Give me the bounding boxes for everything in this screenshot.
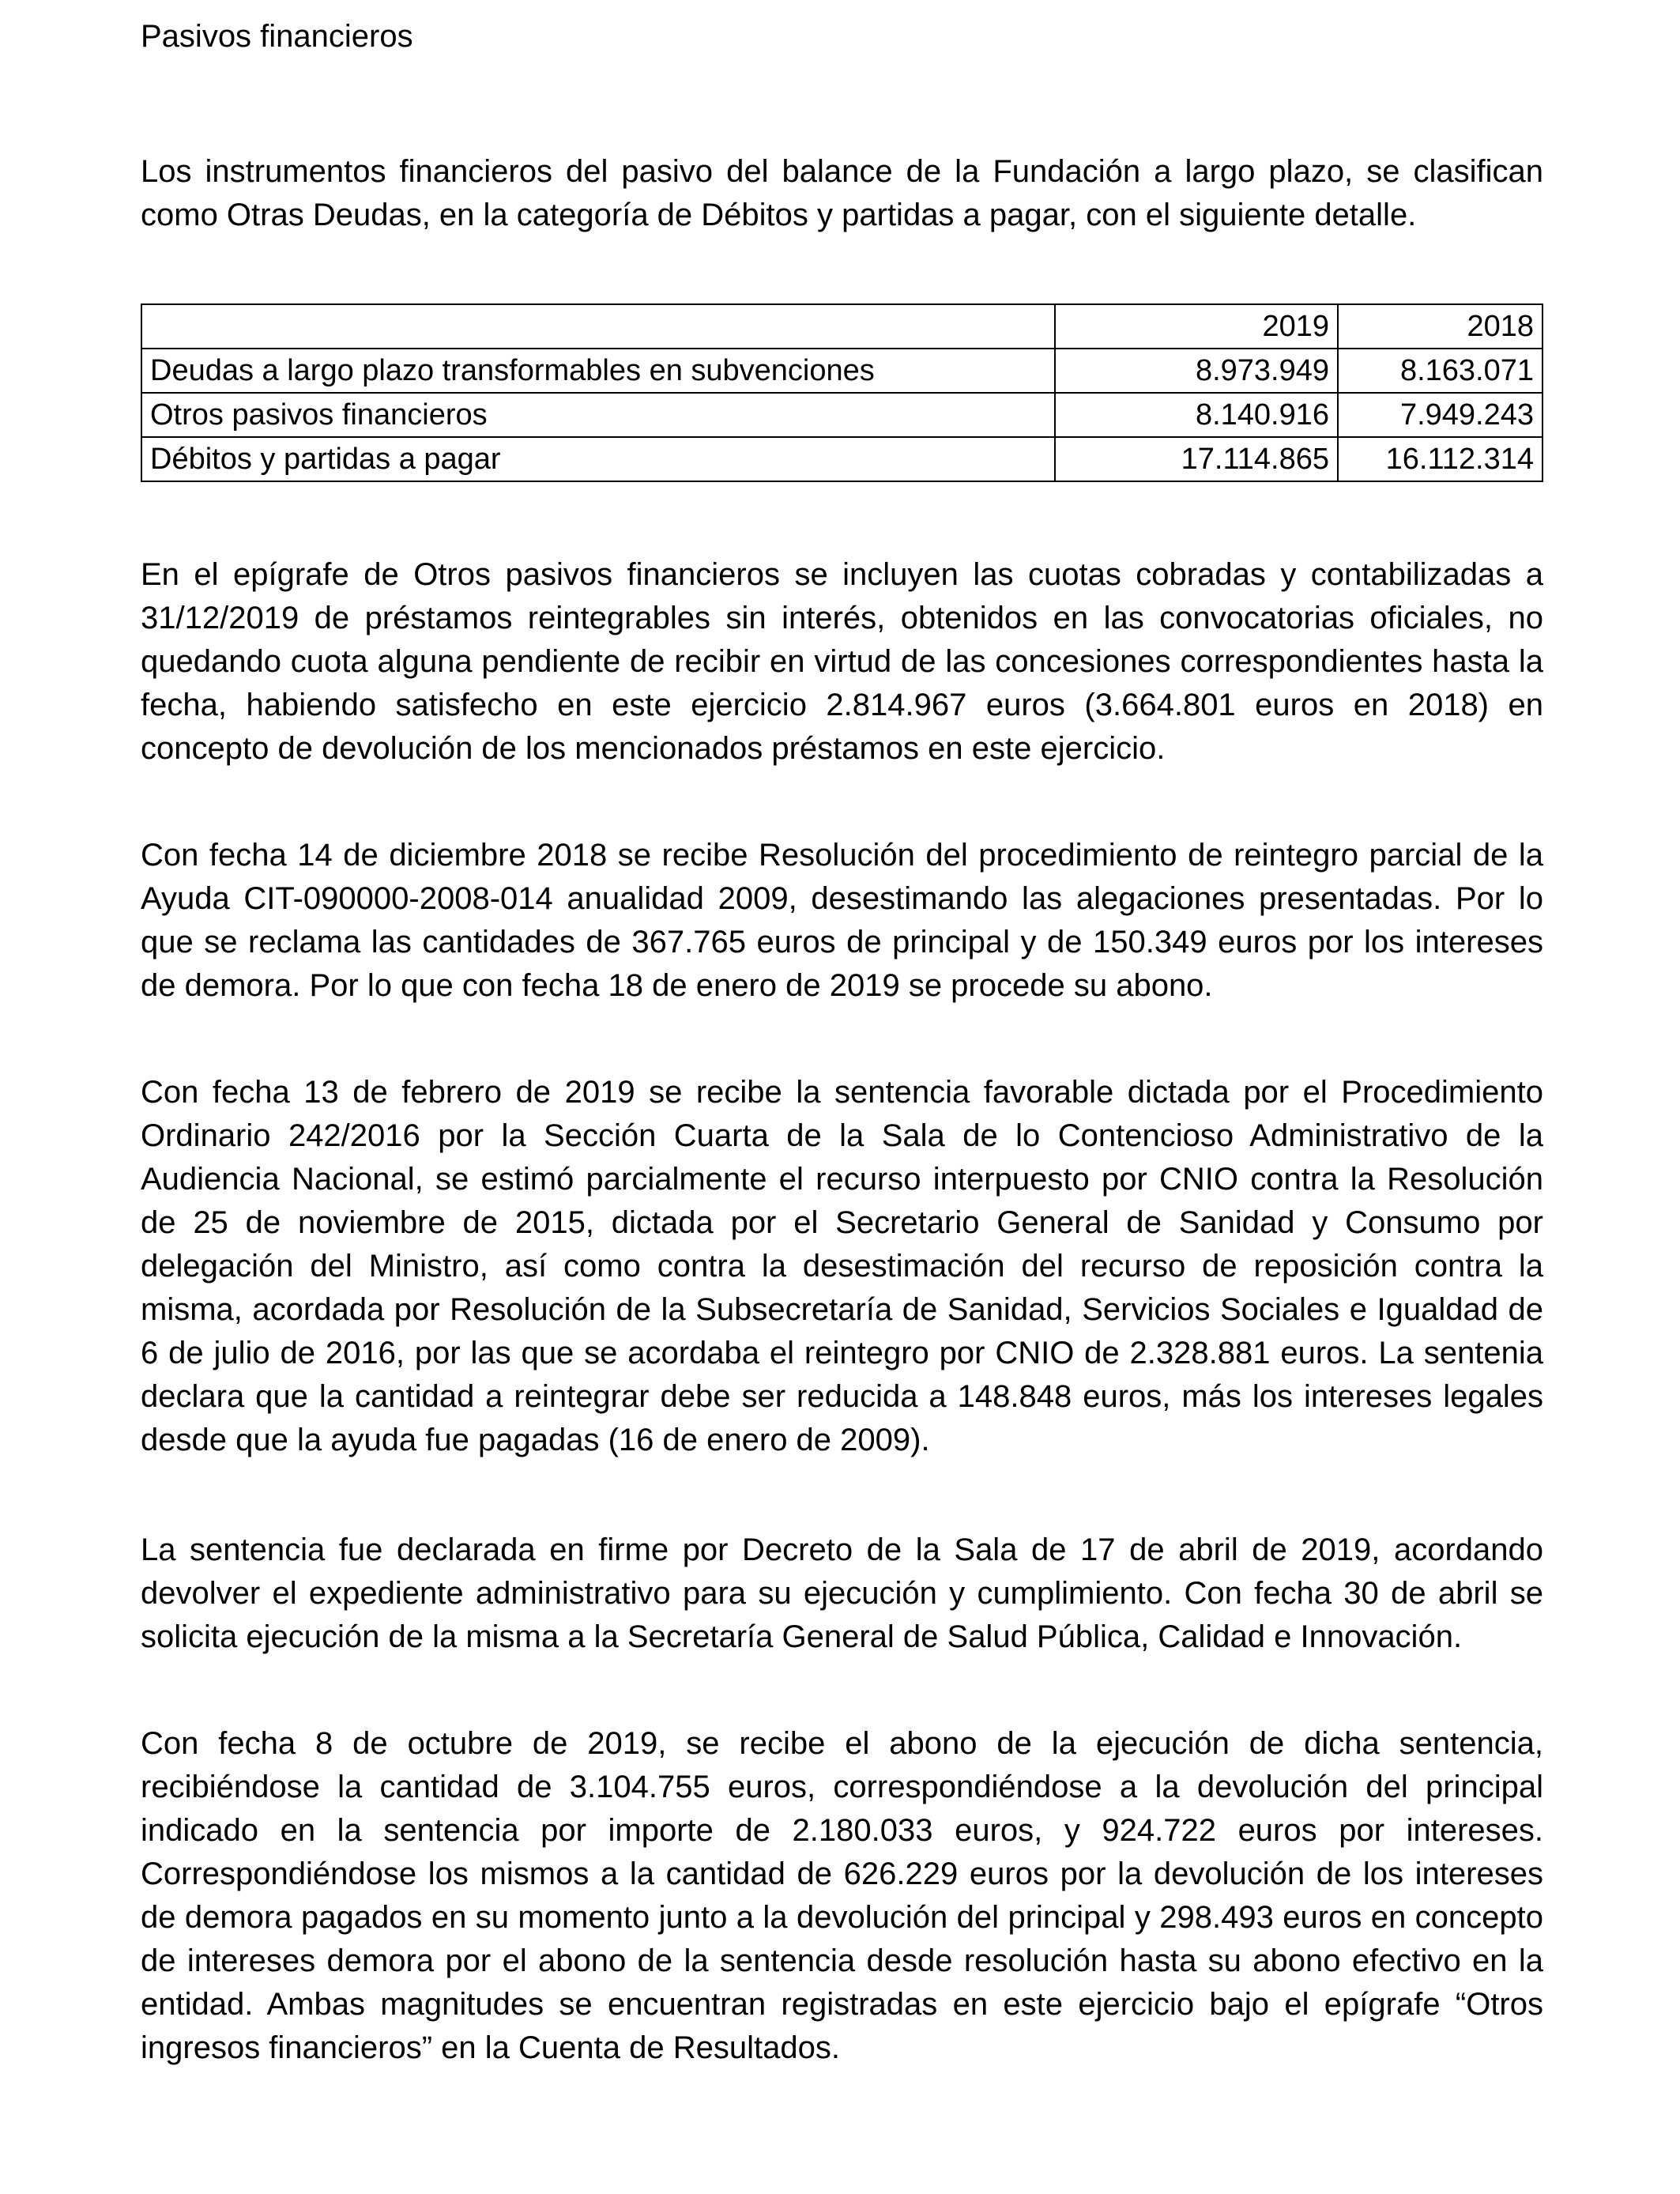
table-header-2019: 2019	[1055, 304, 1338, 349]
row-label: Otros pasivos financieros	[141, 393, 1055, 437]
paragraph-otros-pasivos: En el epígrafe de Otros pasivos financieros se incluyen las cuotas cobradas y contabilizadas a 31/12/2019 de préstamos reintegrables sin interés, obtenidos en las convocatorias oficiales, no quedando cuota alguna pendiente de recibir en virtud de las concesiones correspondientes hasta la fecha, habiendo satisfecho en este ejercicio 2.814.967 euros (3.664.801 euros en 2018) en concepto de devolución de los mencionados préstamos en este ejercicio.	[141, 557, 1543, 766]
row-value-2019: 17.114.865	[1055, 437, 1338, 481]
table-row	[141, 349, 1543, 393]
row-value-2019: 8.973.949	[1055, 349, 1338, 393]
row-label: Deudas a largo plazo transformables en subvenciones	[141, 349, 1055, 393]
paragraph-sentencia-firme: La sentencia fue declarada en firme por Decreto de la Sala de 17 de abril de 2019, acordando devolver el expediente administrativo para su ejecución y cumplimiento. Con fecha 30 de abril se solicita ejecución de la misma a la Secretaría General de Salud Pública, Calidad e Innovación.	[141, 1532, 1543, 1654]
paragraph-abono-ejecucion: Con fecha 8 de octubre de 2019, se recibe el abono de la ejecución de dicha sentencia, recibiéndose la cantidad de 3.104.755 euros, correspondiéndose a la devolución del principal indicado en la sentencia por importe de 2.180.033 euros, y 924.722 euros por intereses. Correspondiéndose los mismos a la cantidad de 626.229 euros por la devolución de los intereses de demora pagados en su momento junto a la devolución del principal y 298.493 euros en concepto de intereses demora por el abono de la sentencia desde resolución hasta su abono efectivo en la entidad. Ambas magnitudes se encuentran registradas en este ejercicio bajo el epígrafe “Otros ingresos financieros” en la Cuenta de Resultados.	[141, 1726, 1543, 2065]
table-row	[141, 393, 1543, 437]
row-value-2018: 8.163.071	[1338, 349, 1543, 393]
section-heading: Pasivos financieros	[141, 19, 413, 54]
table-header-row	[141, 304, 1543, 349]
liabilities-table	[141, 303, 1543, 482]
row-value-2018: 7.949.243	[1338, 393, 1543, 437]
table-row	[141, 437, 1543, 481]
row-label: Débitos y partidas a pagar	[141, 437, 1055, 481]
table-header-label	[141, 304, 1055, 349]
row-value-2019: 8.140.916	[1055, 393, 1338, 437]
table-header-2018: 2018	[1338, 304, 1543, 349]
paragraph-resolucion-reintegro: Con fecha 14 de diciembre 2018 se recibe Resolución del procedimiento de reintegro parcial de la Ayuda CIT-090000-2008-014 anualidad 2009, desestimando las alegaciones presentadas. Por lo que se reclama las cantidades de 367.765 euros de principal y de 150.349 euros por los intereses de demora. Por lo que con fecha 18 de enero de 2019 se procede su abono.	[141, 838, 1543, 1003]
row-value-2018: 16.112.314	[1338, 437, 1543, 481]
paragraph-intro: Los instrumentos financieros del pasivo del balance de la Fundación a largo plazo, se clasifican como Otras Deudas, en la categoría de Débitos y partidas a pagar, con el siguiente detalle.	[141, 154, 1543, 232]
paragraph-sentencia: Con fecha 13 de febrero de 2019 se recibe la sentencia favorable dictada por el Procedimiento Ordinario 242/2016 por la Sección Cuarta de la Sala de lo Contencioso Administrativo de la Audiencia Nacional, se estimó parcialmente el recurso interpuesto por CNIO contra la Resolución de 25 de noviembre de 2015, dictada por el Secretario General de Sanidad y Consumo por delegación del Ministro, así como contra la desestimación del recurso de reposición contra la misma, acordada por Resolución de la Subsecretaría de Sanidad, Servicios Sociales e Igualdad de 6 de julio de 2016, por las que se acordaba el reintegro por CNIO de 2.328.881 euros. La sentenia declara que la cantidad a reintegrar debe ser reducida a 148.848 euros, más los intereses legales desde que la ayuda fue pagadas (16 de enero de 2009).	[141, 1075, 1543, 1457]
